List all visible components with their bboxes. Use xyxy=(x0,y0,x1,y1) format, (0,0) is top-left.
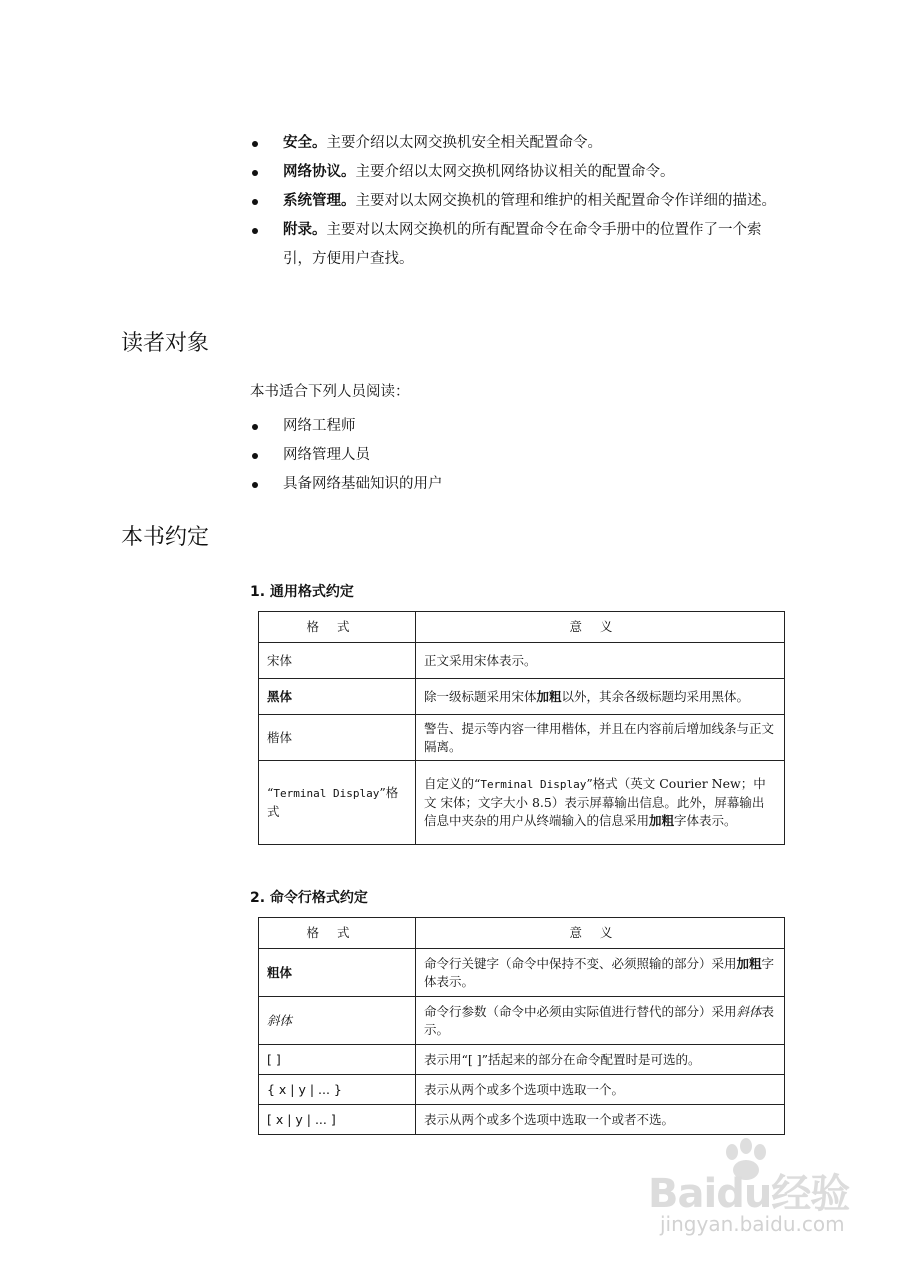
meaning-text: 除一级标题采用宋体 xyxy=(424,688,537,704)
list-item-term: 网络协议。 xyxy=(283,164,356,180)
meaning-bold-text: 加粗 xyxy=(736,955,762,971)
general-conventions-table xyxy=(258,611,785,845)
meaning-cell xyxy=(416,679,785,715)
format-mono-text: Terminal Display xyxy=(273,787,380,800)
readers-list xyxy=(250,412,783,499)
format-cell: 斜体 xyxy=(259,997,416,1045)
list-item xyxy=(250,216,783,274)
meaning-cell xyxy=(416,761,785,845)
list-item xyxy=(250,441,783,470)
list-item xyxy=(250,470,783,499)
format-text: ”格式 xyxy=(267,785,399,819)
format-cell: 宋体 xyxy=(259,643,416,679)
table-row xyxy=(259,997,785,1045)
list-item-text: 主要介绍以太网交换机网络协议相关的配置命令。 xyxy=(355,164,675,180)
list-item-text: 具备网络基础知识的用户 xyxy=(283,476,443,492)
format-cell: 黑体 xyxy=(259,679,416,715)
format-cell: { x | y | ... } xyxy=(259,1075,416,1105)
meaning-text: ”格式（英文 Courier New；中文 宋体；文字大小 8.5）表示屏幕输出信息。此外，屏幕输出信息中夹杂的用户从终端输入的信息采用 xyxy=(424,776,766,828)
list-item-term: 安全。 xyxy=(283,135,327,151)
table-header-row xyxy=(259,918,785,949)
bullet-dot xyxy=(252,170,258,176)
column-header-meaning: 意义 xyxy=(416,918,785,949)
meaning-cell: 警告、提示等内容一律用楷体，并且在内容前后增加线条与正文隔离。 xyxy=(416,715,785,761)
format-cell: [ x | y | ... ] xyxy=(259,1105,416,1135)
meaning-text: 以外，其余各级标题均采用黑体。 xyxy=(561,688,750,704)
list-item-term: 系统管理。 xyxy=(283,193,356,209)
list-item-text: 主要对以太网交换机的所有配置命令在命令手册中的位置作了一个索引，方便用户查找。 xyxy=(283,222,762,267)
bullet-dot xyxy=(252,453,258,459)
meaning-text: 命令行关键字（命令中保持不变、必须照输的部分）采用 xyxy=(424,955,737,971)
readers-heading: 读者对象 xyxy=(121,331,210,356)
format-cell xyxy=(259,761,416,845)
format-cell: 粗体 xyxy=(259,949,416,997)
bullet-dot xyxy=(252,199,258,205)
meaning-text: 自定义的“ xyxy=(424,776,481,791)
column-header-format: 格式 xyxy=(259,612,416,643)
meaning-cell xyxy=(416,997,785,1045)
cli-conventions-table xyxy=(258,917,785,1135)
table-row xyxy=(259,1045,785,1075)
table-row xyxy=(259,643,785,679)
list-item-term: 附录。 xyxy=(283,222,327,238)
table-row xyxy=(259,679,785,715)
intro-bullet-list xyxy=(250,129,783,274)
list-item-text: 网络工程师 xyxy=(283,418,356,434)
list-item xyxy=(250,158,783,187)
meaning-cell: 表示用“[ ]”括起来的部分在命令配置时是可选的。 xyxy=(416,1045,785,1075)
readers-intro: 本书适合下列人员阅读： xyxy=(250,384,410,400)
bullet-dot xyxy=(252,482,258,488)
meaning-bold-text: 加粗 xyxy=(649,813,675,828)
conventions-heading: 本书约定 xyxy=(121,525,210,550)
meaning-cell xyxy=(416,949,785,997)
bullet-dot xyxy=(252,424,258,430)
table-row xyxy=(259,1105,785,1135)
column-header-meaning: 意义 xyxy=(416,612,785,643)
general-conventions-title: 1. 通用格式约定 xyxy=(250,584,354,600)
column-header-format: 格式 xyxy=(259,918,416,949)
baidu-watermark xyxy=(648,1142,868,1242)
table-row xyxy=(259,1075,785,1105)
table-row xyxy=(259,949,785,997)
meaning-bold-text: 加粗 xyxy=(536,688,562,704)
meaning-mono-text: Terminal Display xyxy=(480,778,587,791)
list-item-text: 主要介绍以太网交换机安全相关配置命令。 xyxy=(326,135,602,151)
meaning-cell: 表示从两个或多个选项中选取一个或者不选。 xyxy=(416,1105,785,1135)
meaning-text: 表示。 xyxy=(424,1003,775,1037)
table-header-row xyxy=(259,612,785,643)
bullet-dot xyxy=(252,141,258,147)
meaning-italic-text: 斜体 xyxy=(736,1003,762,1019)
watermark-url: jingyan.baidu.com xyxy=(660,1212,845,1236)
list-item xyxy=(250,129,783,158)
format-cell: [ ] xyxy=(259,1045,416,1075)
meaning-text: 字体表示。 xyxy=(674,813,737,828)
format-text: “ xyxy=(267,785,274,800)
list-item-text: 网络管理人员 xyxy=(283,447,370,463)
table-row xyxy=(259,715,785,761)
meaning-text: 命令行参数（命令中必须由实际值进行替代的部分）采用 xyxy=(424,1003,737,1019)
meaning-cell: 表示从两个或多个选项中选取一个。 xyxy=(416,1075,785,1105)
table-row xyxy=(259,761,785,845)
list-item-text: 主要对以太网交换机的管理和维护的相关配置命令作详细的描述。 xyxy=(355,193,776,209)
format-cell: 楷体 xyxy=(259,715,416,761)
list-item xyxy=(250,187,783,216)
meaning-cell: 正文采用宋体表示。 xyxy=(416,643,785,679)
meaning-text: 字体表示。 xyxy=(424,955,775,989)
cli-conventions-title: 2. 命令行格式约定 xyxy=(250,890,368,906)
watermark-logo: Baidu经验 xyxy=(648,1171,850,1217)
bullet-dot xyxy=(252,228,258,234)
list-item xyxy=(250,412,783,441)
